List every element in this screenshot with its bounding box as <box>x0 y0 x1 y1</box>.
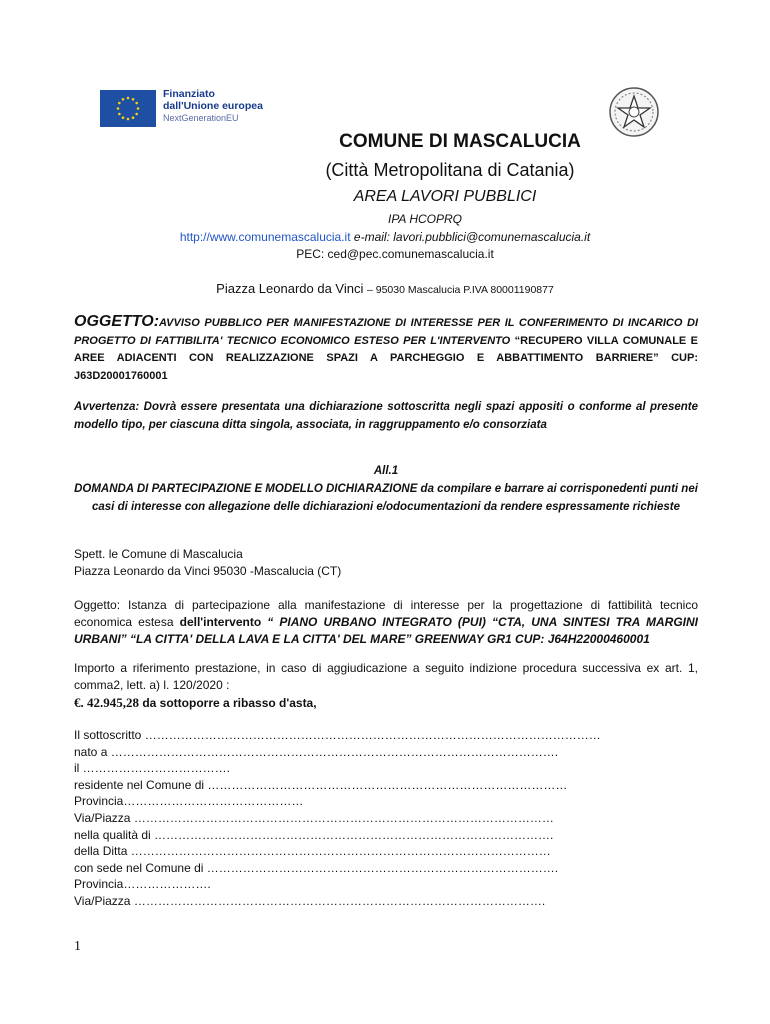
email-address[interactable]: e-mail: lavori.pubblici@comunemascalucia.it <box>353 230 591 244</box>
eu-line-1: Finanziato <box>163 88 215 100</box>
field-company-municipality[interactable]: con sede nel Comune di ……………………………………………………………………………. <box>74 860 559 875</box>
recipient-line-2: Piazza Leonardo da Vinci 95030 -Mascalucia (CT) <box>74 564 342 578</box>
application-subject <box>74 597 698 648</box>
address-details: – 95030 Mascalucia P.IVA 80001190877 <box>367 284 554 296</box>
eu-funding-label <box>163 88 263 124</box>
website-link[interactable]: http://www.comunemascalucia.it <box>179 230 351 244</box>
department-name: AREA LAVORI PUBBLICI <box>353 188 537 205</box>
field-birthplace[interactable]: nato a …………………………………………………………………………………………………. <box>74 744 559 759</box>
page-title: COMUNE DI MASCALUCIA <box>339 131 581 152</box>
attachment-heading: DOMANDA DI PARTECIPAZIONE E MODELLO DICHIARAZIONE da compilare e barrare ai corrisponedenti punti nei casi di interesse con allegazione delle dichiarazioni e/odocumentazioni da rendere espressamente richieste <box>74 483 698 513</box>
field-role[interactable]: nella qualità di ………………………………………………………………………………………. <box>74 827 554 842</box>
eu-line-3: NextGenerationEU <box>163 113 239 123</box>
field-residence-province[interactable]: Provincia……………………………………… <box>74 794 304 809</box>
amount-text: Importo a riferimento prestazione, in caso di aggiudicazione a seguito indizione procedura successiva ex art. 1, comma2, lett. a) l. 120/2020 : <box>74 661 698 692</box>
amount-paragraph <box>74 660 698 712</box>
field-residence-municipality[interactable]: residente nel Comune di ……………………………………………………………………………… <box>74 777 568 792</box>
amount-note: da sottoporre a ribasso d'asta, <box>139 696 317 710</box>
amount-value: €. 42.945,28 <box>74 695 139 710</box>
field-company[interactable]: della Ditta …………………………………………………………………………………………… <box>74 844 551 859</box>
subject-paragraph <box>74 313 698 385</box>
eu-line-2: dall'Unione europea <box>163 100 263 112</box>
attachment-title: All.1 <box>373 465 399 477</box>
field-birthdate[interactable]: il ………………………………. <box>74 761 230 776</box>
page-subtitle: (Città Metropolitana di Catania) <box>325 160 575 180</box>
subject-label: OGGETTO: <box>74 313 160 330</box>
pec-address: PEC: ced@pec.comunemascalucia.it <box>296 247 494 261</box>
subject-text: AVVISO PUBBLICO PER MANIFESTAZIONE DI INTERESSE PER IL CONFERIMENTO DI INCARICO DI PROGETTO DI FATTIBILITA' TECNICO ECONOMICO ESTESO PER L'INTERVENTO <box>74 317 698 347</box>
address-street: Piazza Leonardo da Vinci <box>216 281 364 296</box>
field-undersigned[interactable]: Il sottoscritto …………………………………………………………………………………………………… <box>74 728 601 742</box>
recipient-block <box>74 546 698 580</box>
field-company-province[interactable]: Provincia…………………. <box>74 877 211 892</box>
application-subject-bold: dell'intervento <box>179 615 262 629</box>
application-subject-project: “ PIANO URBANO INTEGRATO (PUI) “CTA, UNA SINTESI TRA MARGINI URBANI” “LA CITTA' DELLA LAVA E LA CITTA' DEL MARE” GREENWAY GR1 CUP: J64H22000460001 <box>74 615 698 646</box>
office-address <box>0 281 770 296</box>
field-company-street[interactable]: Via/Piazza …………………………………………………………………………………………. <box>74 893 546 908</box>
eu-flag-logo <box>100 90 156 127</box>
recipient-line-1: Spett. le Comune di Mascalucia <box>74 547 243 561</box>
warning-paragraph: Avvertenza: Dovrà essere presentata una dichiarazione sottoscritta negli spazi appositi o conforme al presente modello tipo, per ciascuna ditta singola, associata, in raggruppamento e/o consorziata <box>74 401 698 431</box>
application-subject-text: Oggetto: Istanza di partecipazione alla manifestazione di interesse per la progettazione di fattibilità tecnico economica estesa <box>74 598 698 629</box>
subject-project: “RECUPERO VILLA COMUNALE E AREE ADIACENTI CON REALIZZAZIONE SPAZI A PARCHEGGIO E ABBATTIMENTO BARRIERE” CUP: J63D20001760001 <box>74 334 698 382</box>
ipa-code: IPA HCOPRQ <box>387 212 462 226</box>
declarant-fields <box>74 727 698 910</box>
contact-line <box>0 230 770 244</box>
page-number: 1 <box>74 939 81 954</box>
field-residence-street[interactable]: Via/Piazza …………………………………………………………………………………………… <box>74 810 554 825</box>
